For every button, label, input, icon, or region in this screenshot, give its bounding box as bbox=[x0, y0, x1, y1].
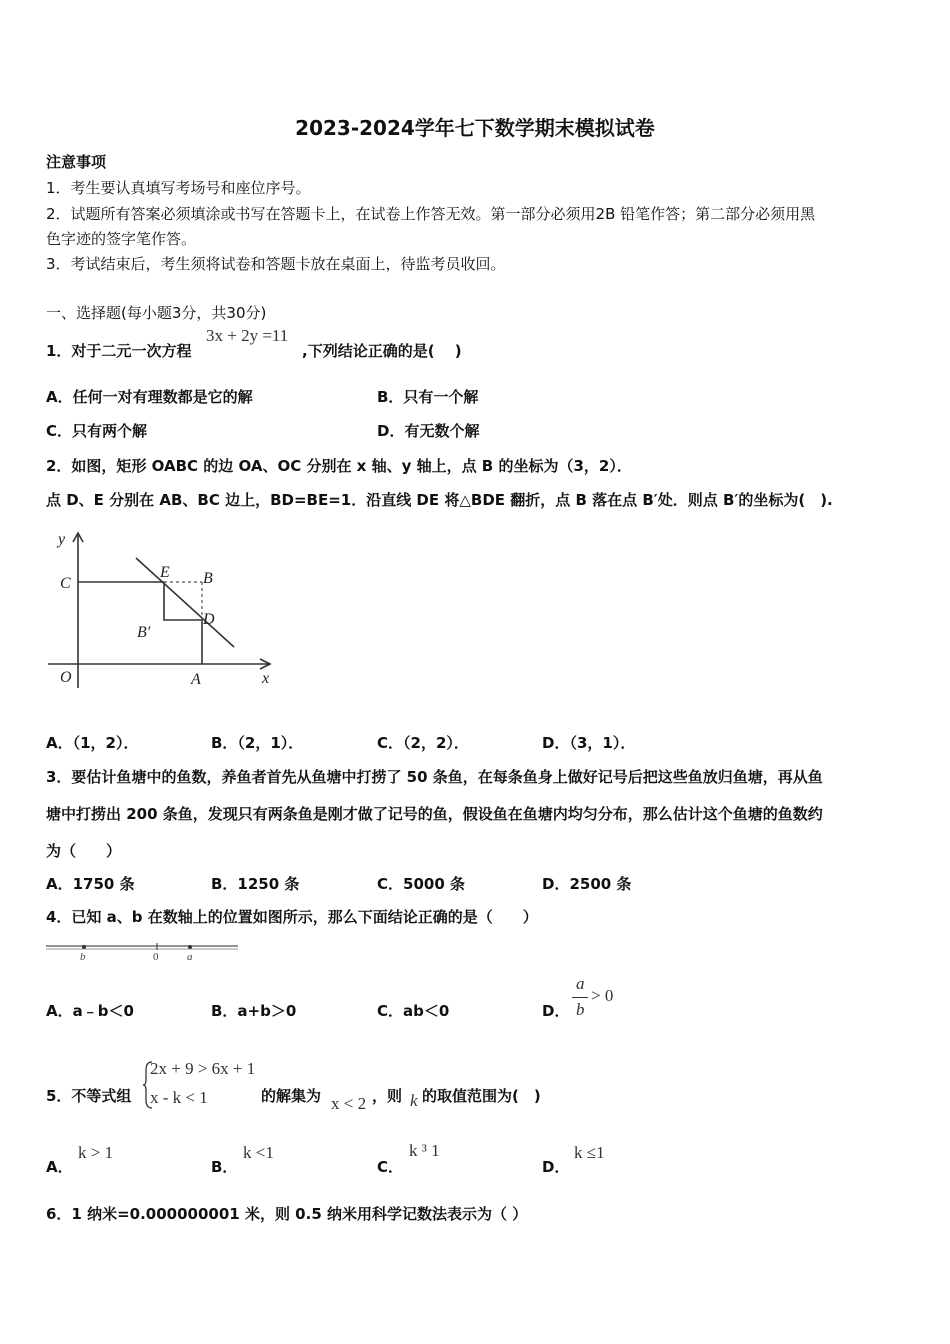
notice-item: 色字迹的签字笔作答。 bbox=[46, 230, 197, 248]
q5-option-a-expr: k > 1 bbox=[78, 1143, 114, 1162]
notice-item: 3．考试结束后，考生须将试卷和答题卡放在桌面上，待监考员收回。 bbox=[46, 255, 506, 273]
q2-figure bbox=[40, 528, 285, 698]
notice-item: 1．考生要认真填写考场号和座位序号。 bbox=[46, 179, 311, 197]
q5-stem-suffix: 的取值范围为( ) bbox=[422, 1087, 541, 1105]
q3-option-c[interactable]: C．5000 条 bbox=[377, 875, 465, 893]
q4-option-b[interactable]: B．a+b＞0 bbox=[211, 1002, 297, 1020]
q2-option-b[interactable]: B．（2，1）． bbox=[211, 734, 304, 752]
fig-label-a: A bbox=[191, 671, 201, 688]
q5-option-b-expr: k <1 bbox=[243, 1143, 274, 1162]
q1-stem-prefix: 1．对于二元一次方程 bbox=[46, 342, 192, 360]
fig-label-o: O bbox=[60, 669, 72, 686]
q4-optd-relation: > 0 bbox=[591, 986, 614, 1005]
fig-label-x: x bbox=[262, 670, 270, 687]
fig-label-c: C bbox=[60, 575, 71, 592]
q5-system-line2: x - k < 1 bbox=[150, 1088, 208, 1107]
q4-optd-denominator: b bbox=[576, 1000, 585, 1019]
q1-option-b[interactable]: B．只有一个解 bbox=[377, 388, 479, 406]
q3-option-d[interactable]: D．2500 条 bbox=[542, 875, 632, 893]
axis-label-a: a bbox=[187, 951, 193, 963]
q5-k: k bbox=[410, 1091, 418, 1110]
q2-option-d[interactable]: D．（3，1）． bbox=[542, 734, 636, 752]
q5-option-b[interactable]: B． bbox=[211, 1158, 238, 1176]
fig-label-b-prime: B′ bbox=[137, 624, 151, 641]
q4-stem: 4．已知 a、b 在数轴上的位置如图所示，那么下面结论正确的是（ ） bbox=[46, 908, 538, 926]
q4-option-a[interactable]: A．a﹣b＜0 bbox=[46, 1002, 134, 1020]
fig-label-y: y bbox=[58, 531, 66, 548]
q2-stem-line1: 2．如图，矩形 OABC 的边 OA、OC 分别在 x 轴、y 轴上，点 B 的坐标为（3，2）． bbox=[46, 457, 632, 475]
section-heading: 一、选择题(每小题3分，共30分) bbox=[46, 304, 267, 322]
q5-option-d-expr: k ≤1 bbox=[574, 1143, 605, 1162]
q5-stem-prefix: 5．不等式组 bbox=[46, 1087, 132, 1105]
page-title: 2023-2024学年七下数学期末模拟试卷 bbox=[295, 116, 655, 140]
q5-option-a[interactable]: A． bbox=[46, 1158, 73, 1176]
q3-option-b[interactable]: B．1250 条 bbox=[211, 875, 300, 893]
q1-option-a[interactable]: A．任何一对有理数都是它的解 bbox=[46, 388, 253, 406]
q1-stem-suffix: ,下列结论正确的是( ) bbox=[302, 342, 462, 360]
q5-stem-mid: 的解集为 bbox=[261, 1087, 322, 1105]
q2-option-a[interactable]: A．（1，2）． bbox=[46, 734, 139, 752]
notice-item: 2．试题所有答案必须填涂或书写在答题卡上，在试卷上作答无效。第一部分必须用2B 铅笔作答；第二部分必须用黑 bbox=[46, 205, 816, 223]
q1-option-c[interactable]: C．只有两个解 bbox=[46, 422, 148, 440]
q1-equation: 3x + 2y =11 bbox=[206, 326, 289, 345]
q5-option-d[interactable]: D． bbox=[542, 1158, 570, 1176]
q4-option-d[interactable]: D． bbox=[542, 1002, 570, 1020]
fig-label-b: B bbox=[203, 570, 213, 587]
fraction-bar bbox=[572, 997, 588, 998]
axis-label-zero: 0 bbox=[153, 951, 159, 963]
q2-option-c[interactable]: C．（2，2）． bbox=[377, 734, 469, 752]
notice-heading: 注意事项 bbox=[46, 153, 107, 171]
q2-stem-line2: 点 D、E 分别在 AB、BC 边上，BD=BE=1．沿直线 DE 将△BDE 翻折，点 B 落在点 B′处．则点 B′的坐标为( ). bbox=[46, 491, 833, 509]
fold-line-de bbox=[136, 558, 234, 647]
q3-stem-line2: 塘中打捞出 200 条鱼，发现只有两条鱼是刚才做了记号的鱼，假设鱼在鱼塘内均匀分布，那么估计这个鱼塘的鱼数约 bbox=[46, 805, 823, 823]
q3-stem-line1: 3．要估计鱼塘中的鱼数，养鱼者首先从鱼塘中打捞了 50 条鱼，在每条鱼身上做好记号后把这些鱼放归鱼塘，再从鱼 bbox=[46, 768, 823, 786]
q4-number-line bbox=[42, 938, 242, 964]
q4-optd-numerator: a bbox=[576, 974, 585, 993]
q3-stem-line3: 为（ ） bbox=[46, 842, 122, 860]
q5-option-c-expr: k ³ 1 bbox=[409, 1141, 440, 1160]
q3-option-a[interactable]: A．1750 条 bbox=[46, 875, 135, 893]
q4-option-c[interactable]: C．ab＜0 bbox=[377, 1002, 450, 1020]
q5-system-line1: 2x + 9 > 6x + 1 bbox=[150, 1059, 256, 1078]
q6-stem: 6．1 纳米=0.000000001 米，则 0.5 纳米用科学记数法表示为（ ） bbox=[46, 1205, 528, 1223]
fig-label-e: E bbox=[160, 564, 170, 581]
fig-label-d: D bbox=[203, 611, 215, 628]
q5-option-c[interactable]: C． bbox=[377, 1158, 404, 1176]
axis-label-b: b bbox=[80, 951, 86, 963]
q1-option-d[interactable]: D．有无数个解 bbox=[377, 422, 480, 440]
q5-stem-mid2: ，则 bbox=[372, 1087, 403, 1105]
q5-solution: x < 2 bbox=[331, 1094, 367, 1113]
